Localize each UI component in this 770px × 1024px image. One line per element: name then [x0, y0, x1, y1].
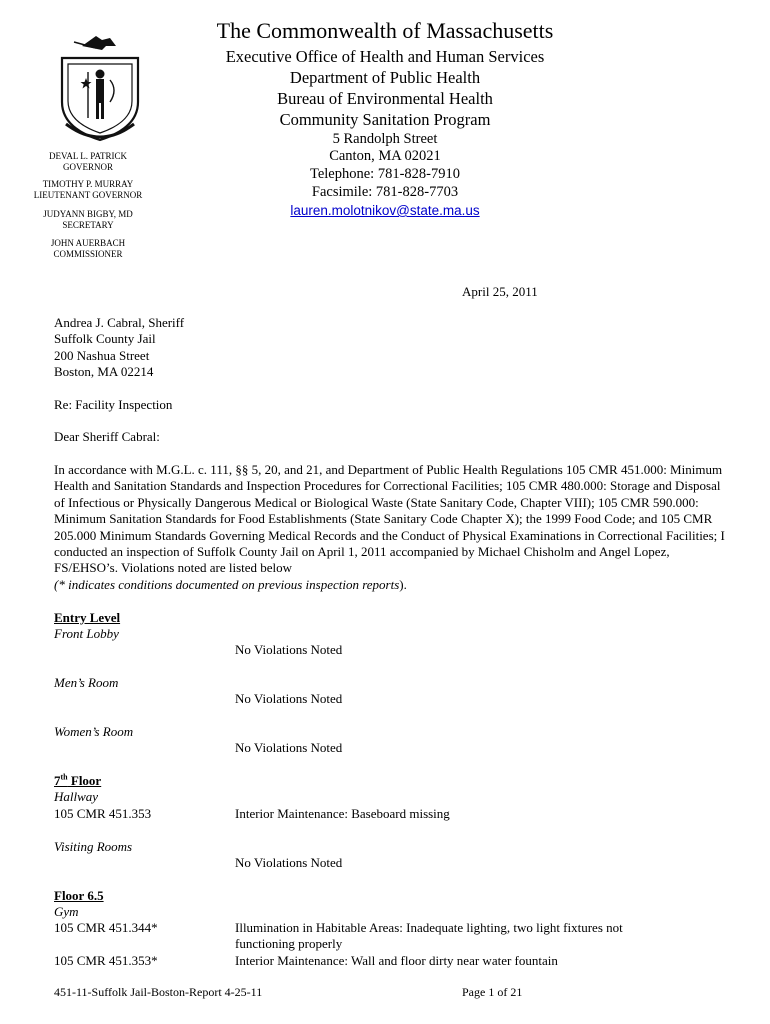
official-name: DEVAL L. PATRICK — [49, 151, 127, 161]
official-title: LIEUTENANT GOVERNOR — [33, 190, 143, 200]
section-heading-floor-6-5: Floor 6.5 — [54, 888, 104, 903]
official-secretary — [20, 209, 156, 231]
heading-ordinal: th — [60, 772, 68, 782]
letterhead-office: Executive Office of Health and Human Services — [225, 47, 545, 66]
section-heading-7th-floor — [54, 773, 101, 789]
area-front-lobby: Front Lobby — [54, 626, 119, 641]
finding-visiting-rooms: No Violations Noted — [235, 855, 343, 870]
code-hallway: 105 CMR 451.353 — [54, 806, 152, 821]
recipient-city: Boston, MA 02214 — [54, 364, 154, 380]
finding-gym-1: Illumination in Habitable Areas: Inadequate lighting, two light fixtures not — [235, 920, 623, 935]
finding-gym-2: Interior Maintenance: Wall and floor dirty near water fountain — [235, 953, 558, 968]
official-title: GOVERNOR — [62, 162, 113, 172]
letter-date: April 25, 2011 — [462, 284, 538, 299]
letterhead-department: Department of Public Health — [289, 68, 481, 87]
letterhead-city: Canton, MA 02021 — [329, 148, 441, 164]
official-name: TIMOTHY P. MURRAY — [42, 179, 134, 189]
finding-front-lobby: No Violations Noted — [235, 642, 343, 657]
official-title: COMMISSIONER — [53, 249, 123, 259]
official-name: JOHN AUERBACH — [50, 238, 126, 248]
finding-mens-room: No Violations Noted — [235, 691, 343, 706]
area-visiting-rooms: Visiting Rooms — [54, 839, 133, 854]
area-gym: Gym — [54, 904, 79, 919]
recipient-facility: Suffolk County Jail — [54, 331, 156, 347]
official-commissioner — [20, 238, 156, 260]
finding-gym-1-cont: functioning properly — [235, 936, 343, 951]
finding-hallway: Interior Maintenance: Baseboard missing — [235, 806, 450, 821]
recipient-name: Andrea J. Cabral, Sheriff — [54, 315, 185, 330]
footer-report-id: 451-11-Suffolk Jail-Boston-Report 4-25-11 — [54, 985, 263, 999]
area-hallway: Hallway — [54, 789, 99, 804]
official-governor — [20, 151, 156, 173]
area-mens-room: Men’s Room — [54, 675, 119, 690]
finding-womens-room: No Violations Noted — [235, 740, 343, 755]
letterhead-bureau: Bureau of Environmental Health — [277, 89, 493, 108]
footer-page-number: Page 1 of 21 — [462, 985, 523, 999]
intro-note-end: ). — [399, 576, 407, 592]
salutation: Dear Sheriff Cabral: — [54, 429, 160, 444]
official-lt-governor — [20, 179, 156, 201]
intro-paragraph — [54, 462, 726, 593]
letterhead-program: Community Sanitation Program — [279, 110, 491, 129]
intro-note: (* indicates conditions documented on previous inspection reports — [54, 576, 400, 592]
recipient-address — [54, 315, 184, 381]
heading-number: 7 — [54, 773, 61, 788]
official-title: SECRETARY — [62, 220, 114, 230]
area-womens-room: Women’s Room — [54, 724, 134, 739]
letterhead-email-link[interactable]: lauren.molotnikov@state.ma.us — [290, 203, 480, 218]
subject-line: Re: Facility Inspection — [54, 397, 173, 412]
letterhead-facsimile: Facsimile: 781-828-7703 — [311, 184, 459, 200]
letterhead-title: The Commonwealth of Massachusetts — [216, 18, 554, 43]
letterhead-telephone: Telephone: 781-828-7910 — [310, 166, 460, 182]
official-name: JUDYANN BIGBY, MD — [43, 209, 133, 219]
commonwealth-seal — [52, 24, 148, 144]
recipient-street: 200 Nashua Street — [54, 347, 150, 363]
intro-text: In accordance with M.G.L. c. 111, §§ 5, 20, and 21, and Department of Public Health Regulations 105 CMR 451.000: Minimum Health and Sanitation Standards and Inspection Procedures for Correctional Facilities; 105 CMR 480.000: Storage and Disposal of Infectious or Physically Dangerous Medical or Biological Waste (State Sanitary Code, Chapter VIII); 105 CMR 590.000: Minimum Sanitation Standards for Food Establishments (State Sanitary Code Chapter X); the 1999 Food Code; and 105 CMR 205.000 Minimum Standards Governing Medical Records and the Conduct of Physical Examinations in Correctional Facilities; I conducted an inspection of Suffolk County Jail on April 1, 2011 accompanied by Michael Chisholm and Angel Lopez, FS/EHSO’s. Violations noted are listed below — [54, 462, 725, 576]
section-heading-entry-level: Entry Level — [54, 610, 121, 625]
letterhead-street: 5 Randolph Street — [332, 131, 438, 147]
heading-rest: Floor — [67, 773, 102, 788]
code-gym-1: 105 CMR 451.344* — [54, 920, 158, 935]
code-gym-2: 105 CMR 451.353* — [54, 953, 158, 968]
